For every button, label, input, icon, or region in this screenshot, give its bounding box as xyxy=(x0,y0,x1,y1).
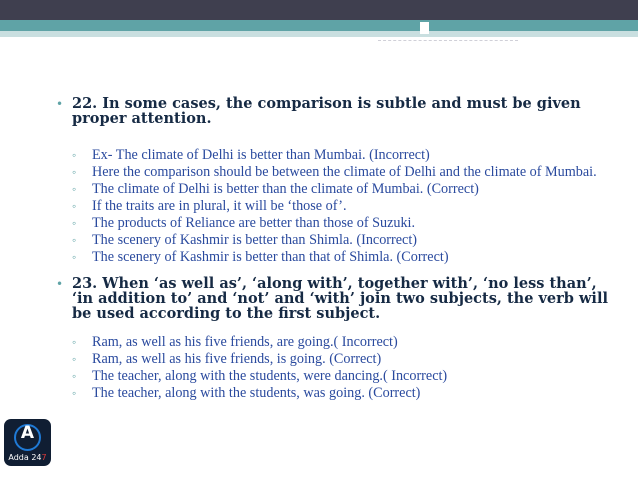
bullet-icon: • xyxy=(56,277,64,291)
sub-bullet-icon: ◦ xyxy=(72,369,77,383)
list-item: ◦ Ex- The climate of Delhi is better than Mumbai. (Incorrect) xyxy=(72,147,430,163)
list-item: ◦ The scenery of Kashmir is better than that of Shimla. (Correct) xyxy=(72,249,449,265)
sub-bullet-icon: ◦ xyxy=(72,386,77,400)
point-23-examples xyxy=(48,335,618,401)
title-bar-notch xyxy=(420,22,429,34)
sub-bullet-icon: ◦ xyxy=(72,250,77,264)
list-item: ◦ The scenery of Kashmir is better than Shimla. (Incorrect) xyxy=(72,232,418,248)
list-item: ◦ Here the comparison should be between the climate of Delhi and the climate of Mumbai. xyxy=(72,164,597,180)
slide-content xyxy=(48,96,618,403)
adda247-logo[interactable] xyxy=(4,419,51,466)
logo-brand-text: Adda 247 xyxy=(8,453,47,462)
sub-bullet-icon: ◦ xyxy=(72,148,77,162)
sub-bullet-icon: ◦ xyxy=(72,233,77,247)
point-22-examples xyxy=(48,148,618,265)
list-item: ◦ The climate of Delhi is better than the climate of Mumbai. (Correct) xyxy=(72,181,479,197)
list-item: ◦ Ram, as well as his five friends, are going.( Incorrect) xyxy=(72,334,398,350)
sub-bullet-icon: ◦ xyxy=(72,182,77,196)
title-bar-dark xyxy=(0,0,638,20)
point-23-heading xyxy=(48,276,618,321)
point-23-heading-text: 23. When ‘as well as’, ‘along with’, together with’, ‘no less than’, ‘in addition to’ and ‘not’ and ‘with’ join two subjects, the verb will be used according to the first subject. xyxy=(72,275,608,322)
point-22-heading xyxy=(48,96,618,126)
sub-bullet-icon: ◦ xyxy=(72,165,77,179)
list-item: ◦ Ram, as well as his five friends, is going. (Correct) xyxy=(72,351,382,367)
sub-bullet-icon: ◦ xyxy=(72,335,77,349)
point-22-heading-text: 22. In some cases, the comparison is subtle and must be given proper attention. xyxy=(72,95,581,127)
title-bar-accent xyxy=(0,20,638,31)
list-item: ◦ The products of Reliance are better than those of Suzuki. xyxy=(72,215,416,231)
list-item: ◦ The teacher, along with the students, were dancing.( Incorrect) xyxy=(72,368,448,384)
sub-bullet-icon: ◦ xyxy=(72,216,77,230)
title-bar-light xyxy=(0,31,638,37)
bullet-icon: • xyxy=(56,97,64,111)
title-bar-dash xyxy=(378,40,518,41)
logo-a-icon: A xyxy=(20,423,35,443)
sub-bullet-icon: ◦ xyxy=(72,199,77,213)
list-item: ◦ The teacher, along with the students, was going. (Correct) xyxy=(72,385,421,401)
sub-bullet-icon: ◦ xyxy=(72,352,77,366)
list-item: ◦ If the traits are in plural, it will be ‘those of’. xyxy=(72,198,347,214)
